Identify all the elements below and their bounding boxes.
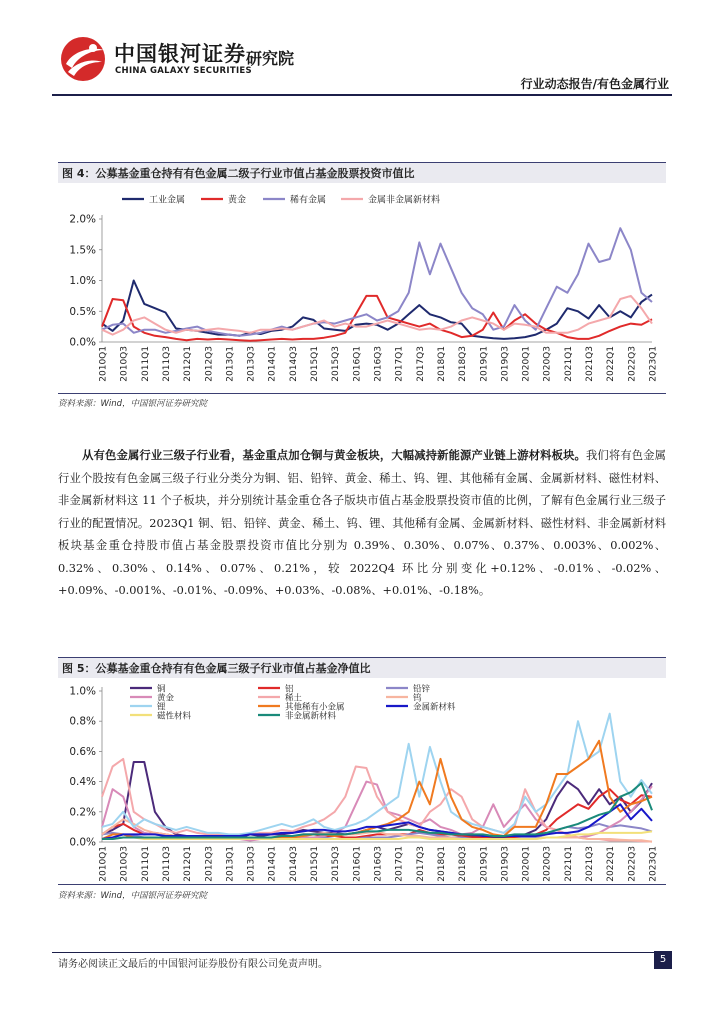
x-tick-label: 2022Q3 xyxy=(627,346,638,382)
series-line-0-1 xyxy=(102,296,652,341)
x-tick-label: 2019Q3 xyxy=(500,346,511,382)
series-line-0-2 xyxy=(102,228,652,336)
legend-label: 其他稀有小金属 xyxy=(285,702,345,713)
series-line-1-7 xyxy=(102,741,652,839)
x-tick-label: 2022Q3 xyxy=(627,846,638,882)
y-tick-label: 2.0% xyxy=(69,213,96,226)
analysis-paragraph xyxy=(58,444,666,603)
x-tick-label: 2011Q3 xyxy=(161,846,172,882)
x-tick-label: 2020Q3 xyxy=(542,846,553,882)
x-tick-label: 2015Q3 xyxy=(331,846,342,882)
legend-label: 金属新材料 xyxy=(413,702,456,713)
x-tick-label: 2010Q1 xyxy=(98,846,109,882)
legend-label: 锂 xyxy=(157,702,166,713)
y-tick-label: 1.0% xyxy=(69,685,96,698)
x-tick-label: 2013Q3 xyxy=(246,346,257,382)
x-tick-label: 2010Q3 xyxy=(119,846,130,882)
legend-label: 铅锌 xyxy=(413,684,431,695)
legend-label: 金属非金属新材料 xyxy=(368,195,441,206)
x-tick-label: 2014Q3 xyxy=(288,846,299,882)
page-number: 5 xyxy=(654,951,672,969)
y-tick-label: 0.6% xyxy=(69,745,96,758)
series-line-1-6 xyxy=(102,714,652,835)
figure-5-chart xyxy=(58,680,666,886)
y-tick-label: 0.0% xyxy=(69,336,96,349)
legend-label: 钨 xyxy=(413,693,422,704)
x-tick-label: 2022Q1 xyxy=(606,346,617,382)
x-tick-label: 2015Q1 xyxy=(310,846,321,882)
figure-4-source: 资料来源：Wind，中国银河证券研究院 xyxy=(58,399,208,409)
x-tick-label: 2022Q1 xyxy=(606,846,617,882)
x-tick-label: 2020Q3 xyxy=(542,346,553,382)
legend-label: 非金属新材料 xyxy=(285,711,337,722)
y-tick-label: 1.5% xyxy=(69,244,96,257)
x-tick-label: 2019Q1 xyxy=(479,346,490,382)
logo-english-name: CHINA GALAXY SECURITIES xyxy=(115,66,252,76)
x-tick-label: 2021Q1 xyxy=(563,346,574,382)
x-tick-label: 2014Q3 xyxy=(288,346,299,382)
figure-4-chart xyxy=(58,186,666,396)
legend-label: 铝 xyxy=(285,684,294,695)
x-tick-label: 2020Q1 xyxy=(521,846,532,882)
x-tick-label: 2017Q3 xyxy=(415,846,426,882)
x-tick-label: 2018Q3 xyxy=(458,346,469,382)
figure-4-title: 图 4：公募基金重仓持有有色金属二级子行业市值占基金股票投资市值比 xyxy=(58,162,666,183)
logo-institute: 研究院 xyxy=(246,49,295,68)
x-tick-label: 2020Q1 xyxy=(521,346,532,382)
x-tick-label: 2015Q3 xyxy=(331,346,342,382)
paragraph-lead: 从有色金属行业三级子行业看，基金重点加仓铜与黄金板块，大幅减持新能源产业链上游材料板块。 xyxy=(82,448,586,462)
legend-label: 稀有金属 xyxy=(290,195,327,206)
x-tick-label: 2018Q1 xyxy=(436,846,447,882)
x-tick-label: 2011Q3 xyxy=(161,346,172,382)
report-type: 行业动态报告/有色金属行业 xyxy=(520,77,669,91)
x-tick-label: 2011Q1 xyxy=(140,846,151,882)
x-tick-label: 2014Q1 xyxy=(267,346,278,382)
x-tick-label: 2010Q1 xyxy=(98,346,109,382)
galaxy-logo-icon xyxy=(58,34,110,84)
x-tick-label: 2012Q1 xyxy=(183,346,194,382)
x-tick-label: 2019Q1 xyxy=(479,846,490,882)
x-tick-label: 2017Q1 xyxy=(394,846,405,882)
legend-label: 磁性材料 xyxy=(157,711,192,722)
x-tick-label: 2016Q3 xyxy=(373,846,384,882)
company-logo xyxy=(58,34,318,84)
x-tick-label: 2012Q3 xyxy=(204,846,215,882)
logo-chinese-name: 中国银河证券 xyxy=(114,42,246,66)
legend-label: 铜 xyxy=(157,684,166,695)
legend-label: 工业金属 xyxy=(149,195,186,206)
x-tick-label: 2014Q1 xyxy=(267,846,278,882)
x-tick-label: 2013Q1 xyxy=(225,846,236,882)
figure-5-title: 图 5：公募基金重仓持有有色金属三级子行业市值占基金净值比 xyxy=(58,657,666,678)
x-tick-label: 2018Q3 xyxy=(458,846,469,882)
x-tick-label: 2017Q3 xyxy=(415,346,426,382)
figure-5-source: 资料来源：Wind，中国银河证券研究院 xyxy=(58,891,208,901)
figure-4-source-divider xyxy=(58,393,666,394)
legend-label: 稀土 xyxy=(285,693,303,704)
legend-label: 黄金 xyxy=(228,195,247,206)
x-tick-label: 2016Q3 xyxy=(373,346,384,382)
x-tick-label: 2021Q3 xyxy=(585,846,596,882)
y-tick-label: 0.2% xyxy=(69,806,96,819)
y-tick-label: 0.0% xyxy=(69,836,96,849)
x-tick-label: 2012Q1 xyxy=(183,846,194,882)
figure-5-source-divider xyxy=(58,884,666,885)
x-tick-label: 2016Q1 xyxy=(352,846,363,882)
footer-divider xyxy=(52,952,672,953)
x-tick-label: 2013Q1 xyxy=(225,346,236,382)
paragraph-body: 我们将有色金属行业个股按有色金属三级子行业分类分为铜、铝、铅锌、黄金、稀土、钨、锂、其他稀有金属、金属新材料、磁性材料、非金属新材料这 11 个子板块，并分别统计基金重仓各子版块市值占基金股票投资市值的比例，了解有色金属行业三级子行业的配置情况。2023Q1 铜、铝、铅锌、黄金、稀土、钨、锂、其他稀有金属、金属新材料、磁性材料、非金属新材料板块基金重仓持股市值占基金股票投资市值比分别为 0.39%、0.30%、0.07%、0.37%、0.003%、0.002%、0.32%、0.30%、0.14%、0.07%、0.21%，较 2022Q4 环比分别变化+0.12%、-0.01%、-0.02%、+0.09%、-0.001%、-0.01%、-0.09%、+0.03%、-0.08%、+0.01%、-0.18%。 xyxy=(58,449,666,597)
x-tick-label: 2015Q1 xyxy=(310,346,321,382)
x-tick-label: 2023Q1 xyxy=(648,846,659,882)
x-tick-label: 2012Q3 xyxy=(204,346,215,382)
x-tick-label: 2019Q3 xyxy=(500,846,511,882)
x-tick-label: 2016Q1 xyxy=(352,346,363,382)
x-tick-label: 2018Q1 xyxy=(436,346,447,382)
header-divider xyxy=(52,94,672,96)
y-tick-label: 0.5% xyxy=(69,305,96,318)
footer-disclaimer: 请务必阅读正文最后的中国银河证券股份有限公司免责声明。 xyxy=(58,959,328,970)
x-tick-label: 2021Q1 xyxy=(563,846,574,882)
x-tick-label: 2010Q3 xyxy=(119,346,130,382)
x-tick-label: 2021Q3 xyxy=(585,346,596,382)
legend-label: 黄金 xyxy=(157,693,175,704)
y-tick-label: 1.0% xyxy=(69,275,96,287)
y-tick-label: 0.4% xyxy=(69,776,96,789)
x-tick-label: 2023Q1 xyxy=(648,346,659,382)
y-tick-label: 0.8% xyxy=(69,715,96,728)
x-tick-label: 2013Q3 xyxy=(246,846,257,882)
x-tick-label: 2011Q1 xyxy=(140,346,151,382)
x-tick-label: 2017Q1 xyxy=(394,346,405,382)
